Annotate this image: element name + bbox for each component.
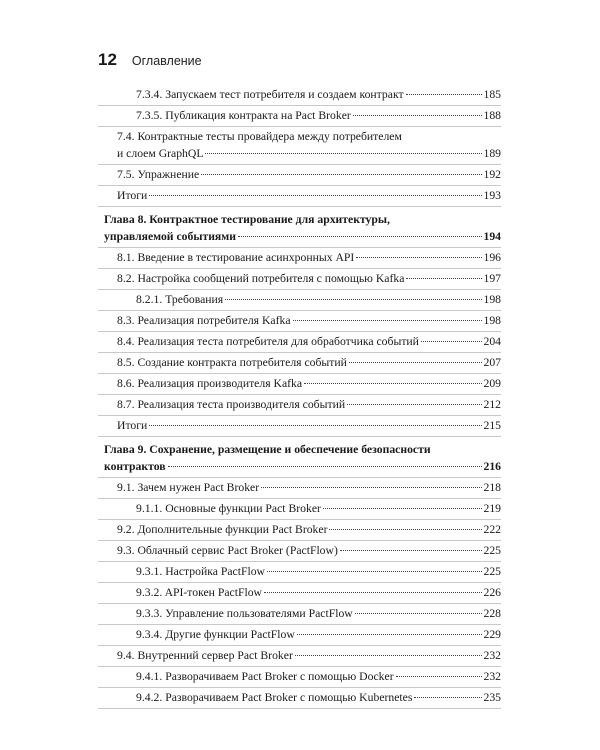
- toc-entry: [98, 291, 501, 311]
- toc-page-number: 235: [483, 691, 501, 704]
- dot-leader: [238, 236, 483, 237]
- dot-leader: [406, 94, 483, 95]
- toc-entry: [98, 542, 501, 562]
- toc-page-number: 228: [483, 607, 501, 620]
- dot-leader: [356, 257, 482, 258]
- toc-entry: [98, 563, 501, 583]
- dot-leader: [396, 676, 483, 677]
- toc-page-number: 207: [483, 356, 501, 369]
- toc-entry-title: 9.4.1. Разворачиваем Pact Broker с помощью Docker: [136, 670, 394, 683]
- toc-entry-title: 8.4. Реализация теста потребителя для обработчика событий: [117, 335, 419, 348]
- toc-entry: [98, 521, 501, 541]
- dot-leader: [205, 153, 482, 154]
- toc-entry: [98, 312, 501, 332]
- dot-leader: [297, 634, 483, 635]
- toc-entry: [98, 668, 501, 688]
- dot-leader: [421, 341, 483, 342]
- toc-page-number: 232: [483, 670, 501, 683]
- toc-entry-title: Итоги: [117, 189, 148, 202]
- dot-leader: [347, 404, 482, 405]
- toc-entry-title: Итоги: [117, 419, 148, 432]
- toc-page-number: 189: [483, 147, 501, 160]
- dot-leader: [293, 320, 483, 321]
- toc-page-number: 229: [483, 628, 501, 641]
- toc-entry-title: 9.1.1. Основные функции Pact Broker: [136, 502, 321, 515]
- toc-page-number: 212: [483, 398, 501, 411]
- toc-page-number: 192: [483, 168, 501, 181]
- dot-leader: [414, 697, 482, 698]
- toc-entry-title: 9.1. Зачем нужен Pact Broker: [117, 481, 260, 494]
- toc-entry: [98, 187, 501, 207]
- toc-page-number: 193: [483, 189, 501, 202]
- dot-leader: [295, 655, 483, 656]
- toc-page-number: 219: [483, 502, 501, 515]
- dot-leader: [349, 362, 483, 363]
- toc-page-number: 197: [483, 272, 501, 285]
- toc-entry: [98, 647, 501, 667]
- toc-entry: [98, 333, 501, 353]
- dot-leader: [264, 592, 482, 593]
- toc-entry: [98, 166, 501, 186]
- toc-entry: [98, 417, 501, 437]
- toc-page-number: 222: [483, 523, 501, 536]
- toc-entry: [98, 354, 501, 374]
- toc-entry: [98, 605, 501, 625]
- toc-entry: [98, 249, 501, 269]
- toc-entry-title: управляемой событиями: [104, 230, 236, 243]
- dot-leader: [323, 508, 483, 509]
- toc-entry: [98, 86, 501, 106]
- toc-entry-title: 8.2.1. Требования: [136, 293, 224, 306]
- toc-entry-title: 9.3.1. Настройка PactFlow: [136, 565, 265, 578]
- toc-entry-title-line1: 7.4. Контрактные тесты провайдера между потребителем: [117, 130, 402, 143]
- toc-entry-title-line1: Глава 8. Контрактное тестирование для архитектуры,: [104, 213, 390, 226]
- toc-entry-title: 8.1. Введение в тестирование асинхронных API: [117, 251, 355, 264]
- toc-page-number: 185: [483, 88, 501, 101]
- toc-entry-title: 7.5. Упражнение: [117, 168, 200, 181]
- dot-leader: [149, 195, 482, 196]
- toc-entry: [98, 584, 501, 604]
- page-number: 12: [98, 50, 117, 69]
- toc-entry: [98, 500, 501, 520]
- toc-entry-title: 8.2. Настройка сообщений потребителя с помощью Kafka: [117, 272, 405, 285]
- toc-entry-title: 9.2. Дополнительные функции Pact Broker: [117, 523, 328, 536]
- toc-page-number: 196: [483, 251, 501, 264]
- toc-entry-title: и слоем GraphQL: [117, 147, 204, 160]
- dot-leader: [406, 278, 482, 279]
- dot-leader: [225, 299, 482, 300]
- dot-leader: [149, 425, 482, 426]
- running-header: [98, 50, 202, 70]
- toc-chapter-entry: [98, 441, 501, 478]
- dot-leader: [267, 571, 482, 572]
- toc-entry-title-line1: Глава 9. Сохранение, размещение и обеспечение безопасности: [104, 443, 431, 456]
- dot-leader: [304, 383, 482, 384]
- table-of-contents: [98, 86, 501, 710]
- toc-entry: [98, 479, 501, 499]
- toc-entry-title: 8.5. Создание контракта потребителя событий: [117, 356, 347, 369]
- toc-entry: [98, 128, 501, 165]
- toc-entry: [98, 375, 501, 395]
- toc-entry-title: 9.3.4. Другие функции PactFlow: [136, 628, 295, 641]
- toc-page-number: 198: [483, 314, 501, 327]
- toc-page-number: 198: [483, 293, 501, 306]
- toc-page-number: 215: [483, 419, 501, 432]
- dot-leader: [201, 174, 482, 175]
- toc-page-number: 232: [483, 649, 501, 662]
- toc-entry-title: 7.3.5. Публикация контракта на Pact Broker: [136, 109, 351, 122]
- toc-page-number: 188: [483, 109, 501, 122]
- toc-entry-title: 9.4.2. Разворачиваем Pact Broker с помощью Kubernetes: [136, 691, 413, 704]
- toc-entry-title: 9.3. Облачный сервис Pact Broker (PactFlow): [117, 544, 338, 557]
- dot-leader: [353, 115, 483, 116]
- toc-page-number: 225: [483, 565, 501, 578]
- toc-entry-title: 9.3.2. API-токен PactFlow: [136, 586, 262, 599]
- toc-page-number: 194: [483, 230, 501, 243]
- toc-entry-title: 8.3. Реализация потребителя Kafka: [117, 314, 291, 327]
- toc-page-number: 218: [483, 481, 501, 494]
- toc-page-number: 226: [483, 586, 501, 599]
- toc-entry-title: 8.6. Реализация производителя Kafka: [117, 377, 303, 390]
- toc-chapter-entry: [98, 211, 501, 248]
- toc-entry-title: контрактов: [104, 460, 166, 473]
- toc-entry: [98, 396, 501, 416]
- toc-entry: [98, 107, 501, 127]
- toc-entry-title: 9.4. Внутренний сервер Pact Broker: [117, 649, 293, 662]
- dot-leader: [355, 613, 483, 614]
- dot-leader: [329, 529, 482, 530]
- toc-page-number: 209: [483, 377, 501, 390]
- running-title: Оглавление: [131, 54, 202, 68]
- toc-entry-title: 7.3.4. Запускаем тест потребителя и создаем контракт: [136, 88, 404, 101]
- toc-page-number: 216: [483, 460, 501, 473]
- toc-entry: [98, 689, 501, 709]
- toc-entry: [98, 626, 501, 646]
- dot-leader: [261, 487, 482, 488]
- toc-entry: [98, 270, 501, 290]
- toc-page-number: 225: [483, 544, 501, 557]
- dot-leader: [340, 550, 483, 551]
- dot-leader: [168, 466, 483, 467]
- toc-page-number: 204: [483, 335, 501, 348]
- toc-entry-title: 9.3.3. Управление пользователями PactFlow: [136, 607, 353, 620]
- toc-entry-title: 8.7. Реализация теста производителя событий: [117, 398, 346, 411]
